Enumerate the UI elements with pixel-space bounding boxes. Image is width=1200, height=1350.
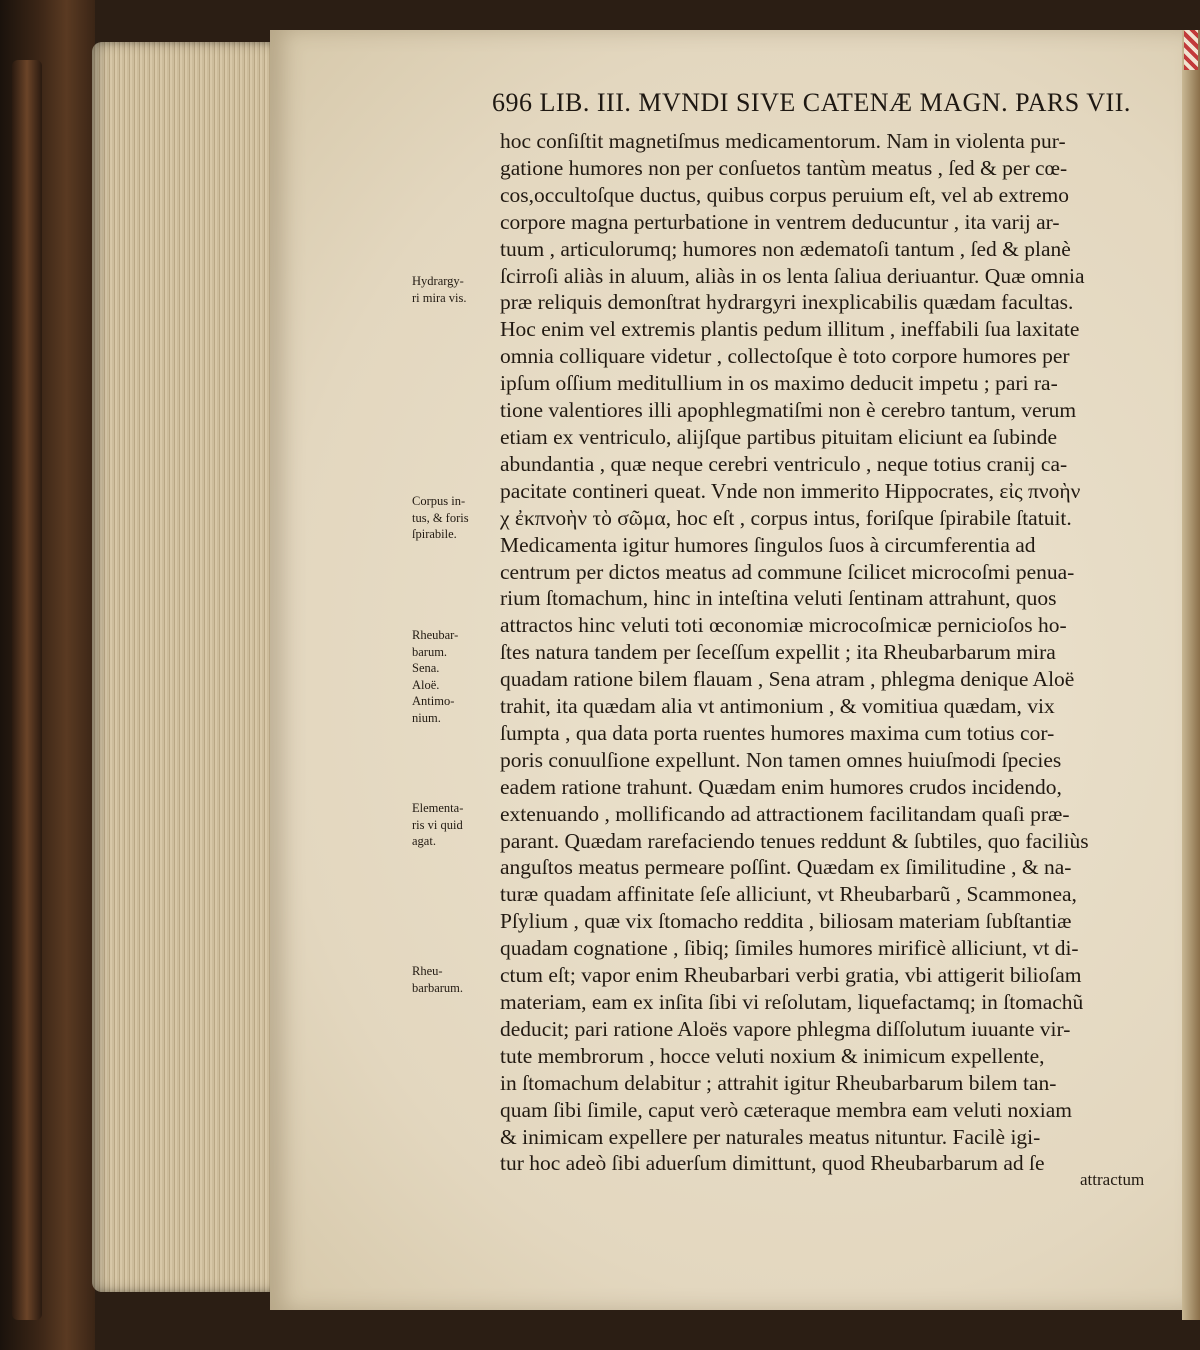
margin-note-corpus: Corpus in- tus, & foris ſpirabile. [412, 494, 469, 541]
text-line: quadam ratione bilem flauam , Sena atram , phlegma denique Aloë [500, 667, 1075, 692]
text-line: ſtes natura tandem per ſeceſſum expellit ; ita Rheubarbarum mira [500, 640, 1056, 665]
text-line: rium ſtomachum, hinc in inteſtina veluti ſentinam attrahunt, quos [500, 586, 1057, 611]
catchword: attractum [1080, 1170, 1145, 1189]
text-line: turæ quadam affinitate ſeſe alliciunt, vt Rheubarbarũ , Scammonea, [500, 882, 1077, 907]
text-line: tuum , articulorumq; humores non ædematoſi tantum , ſed & planè [500, 236, 1071, 261]
text-line: deducit; pari ratione Aloës vapore phlegma diſſolutum iuuante vir- [500, 1016, 1071, 1041]
text-line: ſumpta , qua data porta ruentes humores maxima cum totius cor- [500, 720, 1055, 745]
text-line: corpore magna perturbatione in ventrem deducuntur , ita varij ar- [500, 209, 1060, 234]
right-page-edge [1182, 30, 1200, 1320]
text-line: materiam, eam ex inſita ſibi vi reſolutam, liquefactamq; in ſtomachũ [500, 990, 1084, 1014]
text-line: quam ſibi ſimile, caput verò cæteraque membra eam veluti noxiam [500, 1097, 1072, 1122]
text-line: Medicamenta igitur humores ſingulos ſuos à circumferentia ad [500, 532, 1036, 557]
book-spine [12, 60, 42, 1320]
text-line: trahit, ita quædam alia vt antimonium , & vomitiua quædam, vix [500, 694, 1055, 719]
text-line: & inimicam expellere per naturales meatus nituntur. Facilè igi- [500, 1124, 1041, 1149]
text-line: ctum eſt; vapor enim Rheubarbari verbi gratia, vbi attigerit bilioſam [500, 963, 1082, 988]
text-line: gatione humores non per conſuetos tantùm meatus , ſed & per cœ- [500, 155, 1068, 180]
text-line: attractos hinc veluti toti œconomiæ microcoſmicæ pernicioſos ho- [500, 613, 1067, 638]
text-line: Hoc enim vel extremis plantis pedum illitum , ineffabili ſua laxitate [500, 317, 1080, 342]
text-line: omnia colliquare videtur , collectoſque è toto corpore humores per [500, 344, 1070, 369]
text-line: ipſum oſſium meditullium in os maximo deducit impetu ; pari ra- [500, 371, 1058, 396]
text-line: pacitate contineri queat. Vnde non immerito Hippocrates, εἰς πνοὴν [500, 478, 1081, 503]
text-line: hoc conſiſtit magnetiſmus medicamentorum. Nam in violenta pur- [500, 129, 1066, 153]
text-line: quadam cognatione , ſibiq; ſimiles humores mirificè alliciunt, vt di- [500, 936, 1079, 961]
text-line: tute membrorum , hocce veluti noxium & inimicum expellente, [500, 1043, 1045, 1068]
margin-note-hydrargyri: Hydrargy- ri mira vis. [412, 274, 467, 305]
text-line: centrum per dictos meatus ad commune ſcilicet microcoſmi penua- [500, 559, 1075, 584]
text-line: abundantia , quæ neque cerebri ventriculo , neque totius cranij ca- [500, 451, 1068, 476]
text-line: parant. Quædam rarefaciendo tenues reddunt & ſubtiles, quo faciliùs [500, 828, 1089, 853]
text-line: poris conuulſione expellunt. Non tamen omnes huiuſmodi ſpecies [500, 747, 1062, 772]
text-line: χ ἐκπνοὴν τὸ σῶμα, hoc eſt , corpus intus, foriſque ſpirabile ſtatuit. [500, 505, 1072, 530]
text-line: anguſtos meatus permeare poſſint. Quædam ex ſimilitudine , & na- [500, 855, 1072, 880]
text-line: cos,occultoſque ductus, quibus corpus peruium eſt, vel ab extremo [500, 182, 1070, 207]
page-edges [92, 42, 277, 1292]
margin-note-elementaris: Elementa- ris vi quid agat. [412, 801, 464, 848]
running-header: 696 LIB. III. MVNDI SIVE CATENÆ MAGN. PARS VII. [492, 88, 1131, 117]
text-line: Pſylium , quæ vix ſtomacho reddita , biliosam materiam ſubſtantiæ [500, 909, 1072, 934]
text-line: præ reliquis demonſtrat hydrargyri inexplicabilis quædam facultas. [500, 290, 1074, 315]
text-line: eadem ratione trahunt. Quædam enim humores crudos incidendo, [500, 774, 1062, 799]
body-text [500, 128, 1165, 1177]
text-line: etiam ex ventriculo, alijſque partibus pituitam eliciunt ea ſubinde [500, 424, 1058, 449]
text-line: extenuando , mollificando ad attractionem facilitandam quaſi præ- [500, 801, 1070, 826]
margin-note-rheubarbarum: Rheu- barbarum. [412, 964, 464, 995]
text-line: ſcirroſi aliàs in aluum, aliàs in os lenta ſaliua deriuantur. Quæ omnia [500, 263, 1085, 288]
text-line: in ſtomachum delabitur ; attrahit igitur Rheubarbarum bilem tan- [500, 1070, 1057, 1095]
margin-note-purgatives: Rheubar- barum. Sena. Aloë. Antimo- nium. [412, 628, 459, 725]
text-line: tione valentiores illi apophlegmatiſmi non è cerebro tantum, verum [500, 398, 1077, 423]
text-line: tur hoc adeò ſibi aduerſum dimittunt, quod Rheubarbarum ad ſe [500, 1151, 1045, 1176]
